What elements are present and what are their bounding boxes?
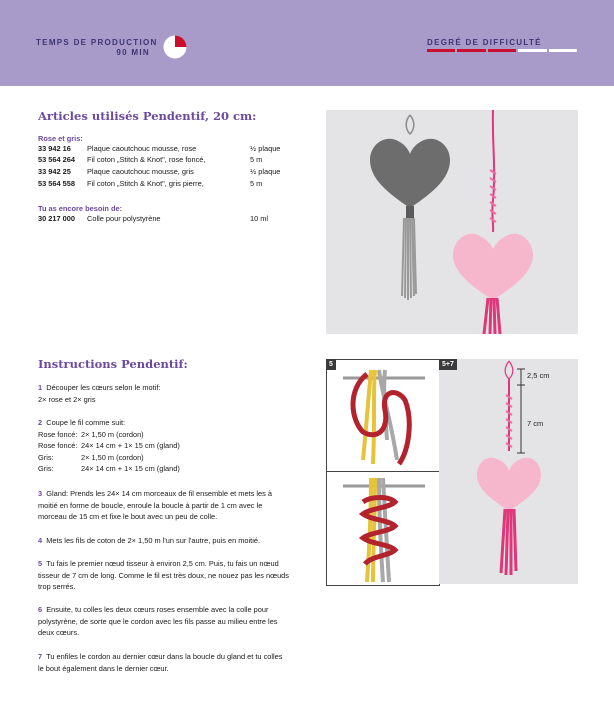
step-7: 7 Tu enfiles le cordon au dernier cœur dans la boucle du gland et tu colles le bout également dans le dernier cœur.: [38, 652, 283, 673]
figure-badge: 5: [326, 359, 336, 370]
production-time-label: TEMPS DE PRODUCTION: [36, 38, 158, 47]
dimension-label: 2,5 cm: [527, 371, 550, 380]
difficulty-segment: [518, 49, 546, 52]
difficulty-meter: [427, 49, 577, 52]
pendant-result-photo: [439, 359, 578, 584]
step-1: 1 Découper les cœurs selon le motif: 2× rose et 2× gris: [38, 383, 161, 404]
dimension-label: 7 cm: [527, 419, 544, 428]
pendant-illustration: [439, 359, 578, 584]
article-row: 53 564 558 Fil coton „Stitch & Knot", gris pierre, 5 m: [38, 179, 263, 188]
difficulty-segment: [549, 49, 577, 52]
knot-diagram-bottom: [326, 471, 440, 586]
pendant-photo: [326, 110, 578, 334]
step-4: 4 Mets les fils de coton de 2× 1,50 m l'un sur l'autre, puis en moitié.: [38, 536, 261, 545]
hearts-illustration: [326, 110, 578, 334]
knot-illustration: [327, 472, 439, 585]
difficulty-segment: [457, 49, 485, 52]
difficulty-segment: [488, 49, 516, 52]
production-time-value: 90 MIN: [116, 48, 150, 57]
instructions-title: Instructions Pendentif:: [38, 357, 188, 371]
difficulty-segment: [427, 49, 455, 52]
extra-section-title: Tu as encore besoin de:: [38, 204, 123, 213]
step-6: 6 Ensuite, tu colles les deux cœurs roses ensemble avec la colle pour polystyrène, de sorte que le cordon avec les fils passe au milieu entre les deux cœurs.: [38, 605, 278, 637]
step-2: 2 Coupe le fil comme suit: Rose foncé: 2× 1,50 m (cordon) Rose foncé: 24× 14 cm + 1× 15 cm (gland) Gris: 2× 1,50 m (cordon) Gris: 24× 14 cm + 1× 15 cm (gland): [38, 418, 180, 473]
article-row: 30 217 000 Colle pour polystyrène 10 ml: [38, 214, 269, 223]
step-3: 3 Gland: Prends les 24× 14 cm morceaux de fil ensemble et mets les à moitié en forme de boucle, enroule la boucle à partir de 1 cm avec le morceau de 15 cm et fixe le bout avec un peu de colle.: [38, 489, 272, 521]
header-band: [0, 0, 614, 86]
knot-diagram-top: [326, 359, 440, 472]
clock-icon: [163, 35, 187, 59]
article-row: 53 564 264 Fil coton „Stitch & Knot", rose foncé, 5 m: [38, 155, 263, 164]
article-row: 33 942 25 Plaque caoutchouc mousse, gris ½ plaque: [38, 167, 281, 176]
figure-badge: 5+7: [439, 359, 457, 370]
difficulty-label: DEGRÉ DE DIFFICULTÉ: [427, 38, 542, 47]
article-row: 33 942 16 Plaque caoutchouc mousse, rose ½ plaque: [38, 144, 281, 153]
articles-section-title: Rose et gris:: [38, 134, 83, 143]
knot-illustration: [327, 360, 439, 471]
articles-title: Articles utilisés Pendentif, 20 cm:: [38, 109, 257, 123]
step-5: 5 Tu fais le premier nœud tisseur à environ 2,5 cm. Puis, tu fais un nœud tisseur de 7 cm de long. Comme le fil est très doux, ne nouez pas les nœuds trop serrés.: [38, 559, 289, 591]
